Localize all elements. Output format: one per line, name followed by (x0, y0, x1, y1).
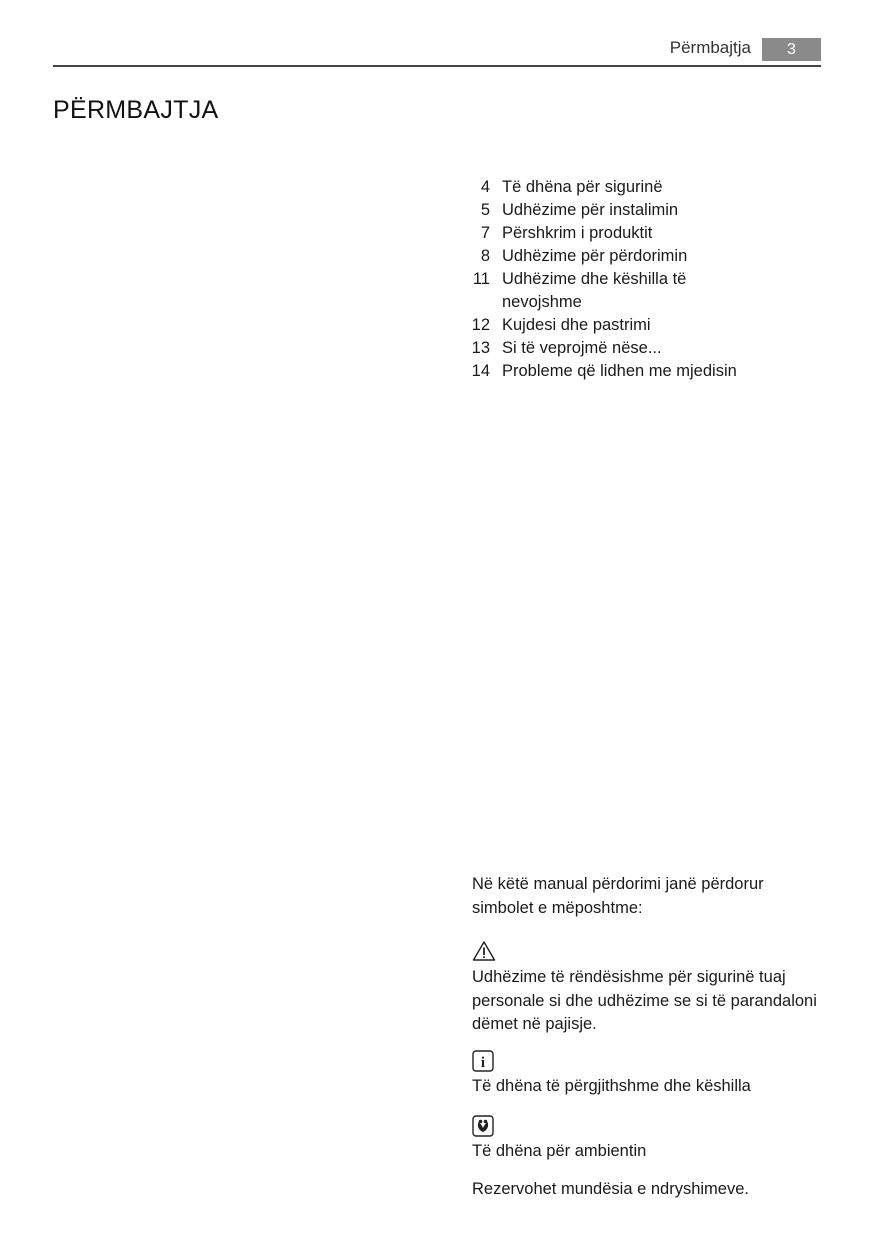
toc-page-number: 13 (471, 339, 490, 357)
toc-page-number: 7 (480, 224, 490, 242)
toc-page-number: 14 (471, 362, 490, 380)
environment-note-text: Të dhëna për ambientin (472, 1142, 647, 1160)
table-of-contents (466, 176, 826, 383)
toc-item (466, 360, 826, 383)
page-number-badge: 3 (762, 38, 821, 61)
toc-item (466, 337, 826, 360)
toc-entry-text: Probleme që lidhen me mjedisin (502, 362, 737, 380)
toc-item (466, 176, 826, 199)
toc-item (466, 222, 826, 245)
header-section-label: Përmbajtja (669, 38, 751, 57)
toc-entry-text: Udhëzime dhe këshilla të nevojshme (502, 270, 687, 311)
page-title: PËRMBAJTJA (53, 96, 219, 124)
toc-entry-text: Udhëzime për instalimin (502, 201, 679, 219)
symbols-intro: Në këtë manual përdorimi janë përdorur simbolet e mëposhtme: (472, 875, 764, 917)
warning-icon (472, 940, 496, 967)
toc-entry-text: Si të veprojmë nëse... (502, 339, 662, 357)
toc-page-number: 8 (480, 247, 490, 265)
toc-entry-text: Kujdesi dhe pastrimi (502, 316, 651, 334)
toc-item (466, 314, 826, 337)
toc-entry-text: Përshkrim i produktit (502, 224, 653, 242)
toc-page-number: 12 (471, 316, 490, 334)
svg-text:i: i (480, 1055, 486, 1071)
warning-note-text: Udhëzime të rëndësishme për sigurinë tuaj personale si dhe udhëzime se si të parandaloni dëmet në pajisje. (472, 968, 817, 1033)
toc-page-number: 11 (472, 270, 490, 288)
footer-note: Rezervohet mundësia e ndryshimeve. (472, 1180, 749, 1198)
toc-page-number: 4 (480, 178, 490, 196)
environment-icon (472, 1115, 494, 1142)
toc-item (466, 268, 826, 314)
toc-item (466, 199, 826, 222)
toc-page-number: 5 (480, 201, 490, 219)
toc-entry-text: Udhëzime për përdorimin (502, 247, 688, 265)
toc-item (466, 245, 826, 268)
toc-entry-text: Të dhëna për sigurinë (502, 178, 663, 196)
header-divider (53, 65, 821, 67)
info-note-text: Të dhëna të përgjithshme dhe këshilla (472, 1077, 751, 1095)
info-icon (472, 1050, 494, 1077)
